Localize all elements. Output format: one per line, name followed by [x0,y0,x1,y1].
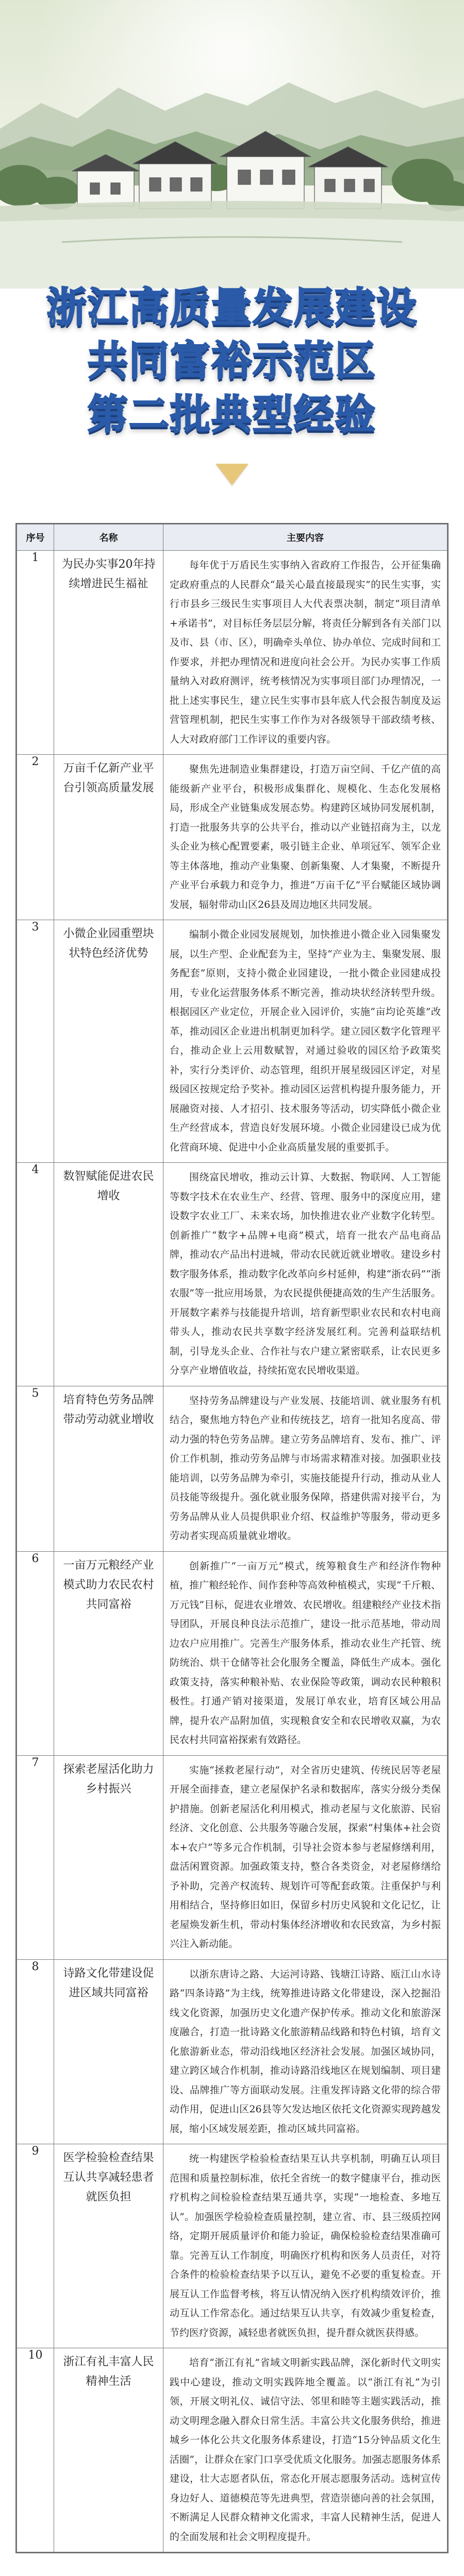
row-name: 探索老屋活化助力乡村振兴 [54,1755,163,1959]
row-name: 诗路文化带建设促进区域共同富裕 [54,1959,163,2144]
table-row [17,2348,448,2552]
row-content: 每年优于万盾民生实事纳入省政府工作报告，公开征集确定政府重点的人民群众“最关心最直接最现实”的民生实事，实行市县乡三级民生实事项目人大代表票决制，制定“项目清单+承诺书”，对目标任务层层分解，将责任分解到各有关部门以及市、县（市、区），明确牵头单位、协办单位、完成时间和工作要求，并把办理情况和进度向社会公开。为民办实事工作质量纳入对政府测评，统考核情况为实事项目部门办理情况，一批上述实事民生，建立民生实事市县年底人代会报告制度及运营管理机制，把民生实事工作作为对各级领导干部政绩考核、人大对政府部门工作评议的重要内容。 [163,551,448,755]
hero-title-line-1: 浙江高质量发展建设 [46,284,418,331]
table-row [17,551,448,755]
header-no: 序号 [17,524,54,551]
table-row [17,1551,448,1755]
row-content: 坚持劳务品牌建设与产业发展、技能培训、就业服务有机结合，聚焦地方特色产业和传统技艺，培育一批知名度高、带动力强的特色劳务品牌。建立劳务品牌培育、发布、推广、评价工作机制，推动劳务品牌与市场需求精准对接。加强职业技能培训，以劳务品牌为牵引，实施技能提升行动，推动从业人员技能等级提升。强化就业服务保障，搭建供需对接平台，为劳务品牌从业人员提供职业介绍、权益维护等服务，带动更多劳动者实现高质量就业增收。 [163,1386,448,1551]
experience-table-container [15,523,449,2553]
row-name: 小微企业园重塑块状特色经济优势 [54,920,163,1163]
row-name: 医学检验检查结果互认共享减轻患者就医负担 [54,2144,163,2348]
table-row [17,1386,448,1551]
row-content: 聚焦先进制造业集群建设，打造万亩空间、千亿产值的高能级新产业平台，积极形成集群化、规模化、生态化发展格局，形成全产业链集成发展态势。构建跨区域协同发展机制，打造一批服务共享的公共平台，推动以产业链招商为主，以龙头企业为核心配置要素，吸引链主企业、单项冠军、领军企业等主体落地，推动产业集聚、创新集聚、人才集聚，不断提升产业平台承载力和竞争力，推进“万亩千亿”平台赋能区域协调发展，辐射带动山区26县及周边地区共同发展。 [163,755,448,920]
row-name: 培育特色劳务品牌带动劳动就业增收 [54,1386,163,1551]
table-row [17,1755,448,1959]
header-content: 主要内容 [163,524,448,551]
row-number: 6 [17,1551,54,1755]
row-number: 9 [17,2144,54,2348]
hero-title-line-3: 第二批典型经验 [87,392,376,438]
row-name: 万亩千亿新产业平台引领高质量发展 [54,755,163,920]
row-number: 7 [17,1755,54,1959]
row-number: 5 [17,1386,54,1551]
row-content: 实施“拯救老屋行动”，对全省历史建筑、传统民居等老屋开展全面排查，建立老屋保护名录和数据库，落实分级分类保护措施。创新老屋活化利用模式，推动老屋与文化旅游、民宿经济、文化创意、公共服务等融合发展，探索“村集体+社会资本+农户”等多元合作机制，引导社会资本参与老屋修缮利用，盘活闲置资源。加强政策支持，整合各类资金，对老屋修缮给予补助，完善产权流转、规划许可等配套政策。注重保护与利用相结合，坚持修旧如旧，保留乡村历史风貌和文化记忆，让老屋焕发新生机，带动村集体经济增收和农民致富，为乡村振兴注入新动能。 [163,1755,448,1959]
row-number: 2 [17,755,54,920]
row-content: 培育“浙江有礼”省域文明新实践品牌，深化新时代文明实践中心建设，推动文明实践阵地全覆盖。以“浙江有礼”为引领，开展文明礼仪、诚信守法、邻里和睦等主题实践活动，推动文明理念融入群众日常生活。丰富公共文化服务供给，推进城乡一体化公共文化服务体系建设，打造“15分钟品质文化生活圈”，让群众在家门口享受优质文化服务。加强志愿服务体系建设，壮大志愿者队伍，常态化开展志愿服务活动。选树宣传身边好人、道德模范等先进典型，营造崇德向善的社会氛围，不断满足人民群众精神文化需求，丰富人民精神生活，促进人的全面发展和社会文明程度提升。 [163,2348,448,2552]
village-landscape-illustration [0,0,464,289]
row-number: 3 [17,920,54,1163]
header-name: 名称 [54,524,163,551]
experience-table [16,524,448,2552]
table-row [17,1959,448,2144]
table-header-row [17,524,448,551]
row-content: 编制小微企业园发展规划，加快推进小微企业入园集聚发展，以生产型、企业配套为主，坚持“产业为主、集聚发展、服务配套”原则，支持小微企业园建设，一批小微企业园建成投用，专业化运营服务体系不断完善，推动块状经济转型升级。根据园区产业定位，开展企业入园评价，实施“亩均论英雄”改革，推动园区企业进出机制更加科学。建立园区数字化管理平台，推动企业上云用数赋智，对通过验收的园区给予政策奖补，实行分类评价、动态管理，组织开展星级园区评定，对星级园区按规定给予奖补。推动园区运营机构提升服务能力，开展融资对接、人才招引、技术服务等活动，切实降低小微企业生产经营成本，营造良好发展环境。小微企业园建设已成为优化营商环境、促进中小企业高质量发展的重要抓手。 [163,920,448,1163]
table-row [17,2144,448,2348]
hero-title-line-2: 共同富裕示范区 [87,338,376,384]
row-content: 围绕富民增收，推动云计算、大数据、物联网、人工智能等数字技术在农业生产、经营、管理、服务中的深度应用，建设数字农业工厂、未来农场，加快推进农业产业数字化转型。创新推广“数字+品牌+电商”模式，培育一批农产品电商品牌，推动农产品出村进城，带动农民就近就业增收。建设乡村数字服务体系，推动数字化改革向乡村延伸，构建“浙农码”“浙农服”等一批应用场景，为农民提供便捷高效的生产生活服务。开展数字素养与技能提升培训，培育新型职业农民和农村电商带头人，推动农民共享数字经济发展红利。完善利益联结机制，引导龙头企业、合作社与农户建立紧密联系，让农民更多分享产业增值收益，持续拓宽农民增收渠道。 [163,1163,448,1386]
row-name: 为民办实事20年持续增进民生福祉 [54,551,163,755]
table-body [17,551,448,2552]
chevron-down-icon [216,464,248,485]
table-row [17,1163,448,1386]
table-row [17,755,448,920]
row-content: 统一构建医学检验检查结果互认共享机制，明确互认项目范围和质量控制标准，依托全省统一的数字健康平台，推动医疗机构之间检验检查结果互通共享，实现“一地检查、多地互认”。加强医学检验检查质量控制，建立省、市、县三级质控网络，定期开展质量评价和能力验证，确保检验检查结果准确可靠。完善互认工作制度，明确医疗机构和医务人员责任，对符合条件的检验检查结果予以互认，避免不必要的重复检查。开展互认工作监督考核，将互认情况纳入医疗机构绩效评价，推动互认工作常态化。通过结果互认共享，有效减少重复检查，节约医疗资源，减轻患者就医负担，提升群众就医获得感。 [163,2144,448,2348]
row-number: 10 [17,2348,54,2552]
row-name: 浙江有礼丰富人民精神生活 [54,2348,163,2552]
row-name: 数智赋能促进农民增收 [54,1163,163,1386]
row-number: 1 [17,551,54,755]
row-number: 4 [17,1163,54,1386]
row-number: 8 [17,1959,54,2144]
table-row [17,920,448,1163]
hero-title [0,281,464,442]
row-content: 以浙东唐诗之路、大运河诗路、钱塘江诗路、瓯江山水诗路“四条诗路”为主线，统筹推进诗路文化带建设，深入挖掘沿线文化资源，加强历史文化遗产保护传承。推动文化和旅游深度融合，打造一批诗路文化旅游精品线路和特色村镇，培育文化旅游新业态，带动沿线地区经济社会发展。加强区域协同，建立跨区域合作机制，推动诗路沿线地区在规划编制、项目建设、品牌推广等方面联动发展。注重发挥诗路文化带的综合带动作用，促进山区26县等欠发达地区依托文化资源实现跨越发展，缩小区域发展差距，推动区域共同富裕。 [163,1959,448,2144]
hero-banner [0,0,464,518]
row-name: 一亩万元粮经产业模式助力农民农村共同富裕 [54,1551,163,1755]
row-content: 创新推广“一亩万元”模式，统筹粮食生产和经济作物种植，推广粮经轮作、间作套种等高效种植模式，实现“千斤粮、万元钱”目标，促进农业增效、农民增收。组建粮经产业技术指导团队，开展良种良法示范推广，建设一批示范基地，带动周边农户应用推广。完善生产服务体系，推动农业生产托管、统防统治、烘干仓储等社会化服务全覆盖，降低生产成本。强化政策支持，落实种粮补贴、农业保险等政策，调动农民种粮积极性。打通产销对接渠道，发展订单农业，培育区域公用品牌，提升农产品附加值，实现粮食安全和农民增收双赢，为农民农村共同富裕探索有效路径。 [163,1551,448,1755]
